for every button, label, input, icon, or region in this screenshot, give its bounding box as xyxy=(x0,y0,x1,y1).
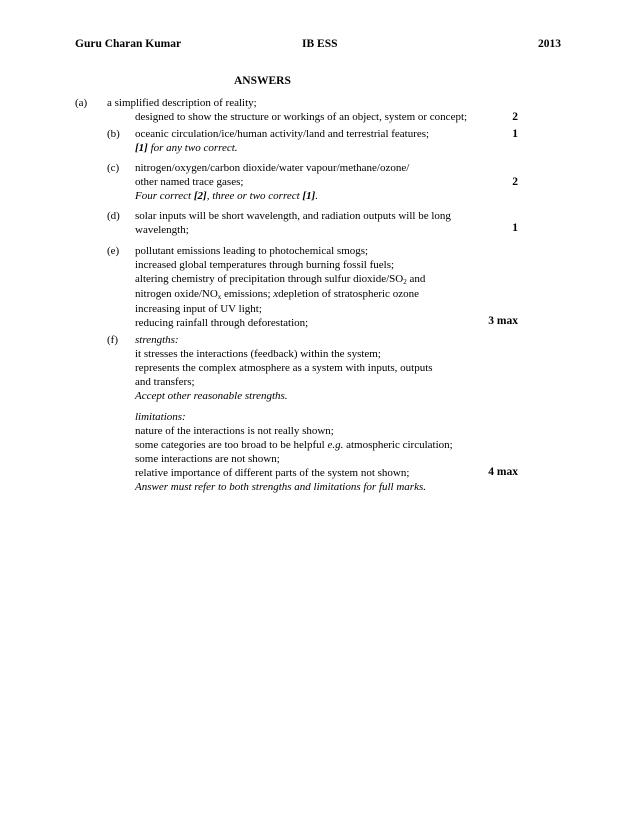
mark-a: 2 xyxy=(512,111,518,123)
f-limitations-head: limitations: xyxy=(135,411,186,423)
e-line3 xyxy=(135,273,425,286)
header-year: 2013 xyxy=(538,38,561,50)
e-line4-x: x xyxy=(273,288,279,300)
label-c: (c) xyxy=(107,162,120,174)
label-b: (b) xyxy=(107,128,120,140)
e-line5: increasing input of UV light; xyxy=(135,303,262,315)
c-line3 xyxy=(135,190,318,203)
c-line3-e: . xyxy=(315,190,318,202)
e-line3-a: altering chemistry of precipitation through sulfur dioxide/SO xyxy=(135,273,404,285)
b-line2-rest: for any two correct. xyxy=(147,142,238,154)
f-s4: Accept other reasonable strengths. xyxy=(135,390,288,402)
f-s2: represents the complex atmosphere as a system with inputs, outputs xyxy=(135,362,433,374)
f-s3: and transfers; xyxy=(135,376,195,388)
f-l3: some interactions are not shown; xyxy=(135,453,280,465)
f-l2 xyxy=(135,439,453,452)
c-line3-d: [1] xyxy=(302,190,316,202)
c-line3-c: , three or two correct xyxy=(206,190,303,202)
e-line1: pollutant emissions leading to photochemical smogs; xyxy=(135,245,369,257)
b-line2-bold: [1] xyxy=(135,142,148,154)
b-line2 xyxy=(135,142,238,155)
mark-d: 1 xyxy=(512,222,518,234)
f-l2-b: atmospheric circulation; xyxy=(343,439,453,451)
header-author: Guru Charan Kumar xyxy=(75,38,182,50)
e-line4-b: emissions; xyxy=(221,288,274,300)
c-line3-a: Four correct xyxy=(135,190,194,202)
e-line6: reducing rainfall through deforestation; xyxy=(135,317,309,329)
f-strengths-head: strengths: xyxy=(135,334,179,346)
d-line1: solar inputs will be short wavelength, and radiation outputs will be long xyxy=(135,210,451,222)
a-line2: designed to show the structure or workings of an object, system or concept; xyxy=(135,111,468,123)
b-line1: oceanic circulation/ice/human activity/land and terrestrial features; xyxy=(135,128,430,140)
page-title: ANSWERS xyxy=(234,75,291,87)
e-line3-sub: 2 xyxy=(403,278,407,286)
f-l4: relative importance of different parts of the system not shown; xyxy=(135,467,410,479)
e-line4 xyxy=(135,288,419,301)
e-line2: increased global temperatures through burning fossil fuels; xyxy=(135,259,395,271)
c-line2: other named trace gases; xyxy=(135,176,244,188)
mark-b: 1 xyxy=(512,128,518,140)
f-s1: it stresses the interactions (feedback) within the system; xyxy=(135,348,381,360)
c-line1: nitrogen/oxygen/carbon dioxide/water vapour/methane/ozone/ xyxy=(135,162,410,174)
label-e: (e) xyxy=(107,245,120,257)
f-l1: nature of the interactions is not really shown; xyxy=(135,425,334,437)
f-l2-a: some categories are too broad to be helpful xyxy=(135,439,328,451)
f-l5: Answer must refer to both strengths and limitations for full marks. xyxy=(135,481,427,493)
e-line4-sub: x xyxy=(217,293,222,301)
c-line3-b: [2] xyxy=(193,190,207,202)
e-line3-b: and xyxy=(406,273,426,285)
e-line4-c: depletion of stratospheric ozone xyxy=(278,288,419,300)
d-line2: wavelength; xyxy=(135,224,189,236)
label-d: (d) xyxy=(107,210,120,222)
f-l2-eg: e.g. xyxy=(327,439,344,451)
mark-c: 2 xyxy=(512,176,518,188)
label-a: (a) xyxy=(75,97,88,109)
a-line1: a simplified description of reality; xyxy=(107,97,257,109)
mark-f: 4 max xyxy=(488,466,518,478)
label-f: (f) xyxy=(107,334,118,346)
mark-e: 3 max xyxy=(488,315,518,327)
e-line4-a: nitrogen oxide/NO xyxy=(135,288,218,300)
header-course: IB ESS xyxy=(302,38,338,50)
